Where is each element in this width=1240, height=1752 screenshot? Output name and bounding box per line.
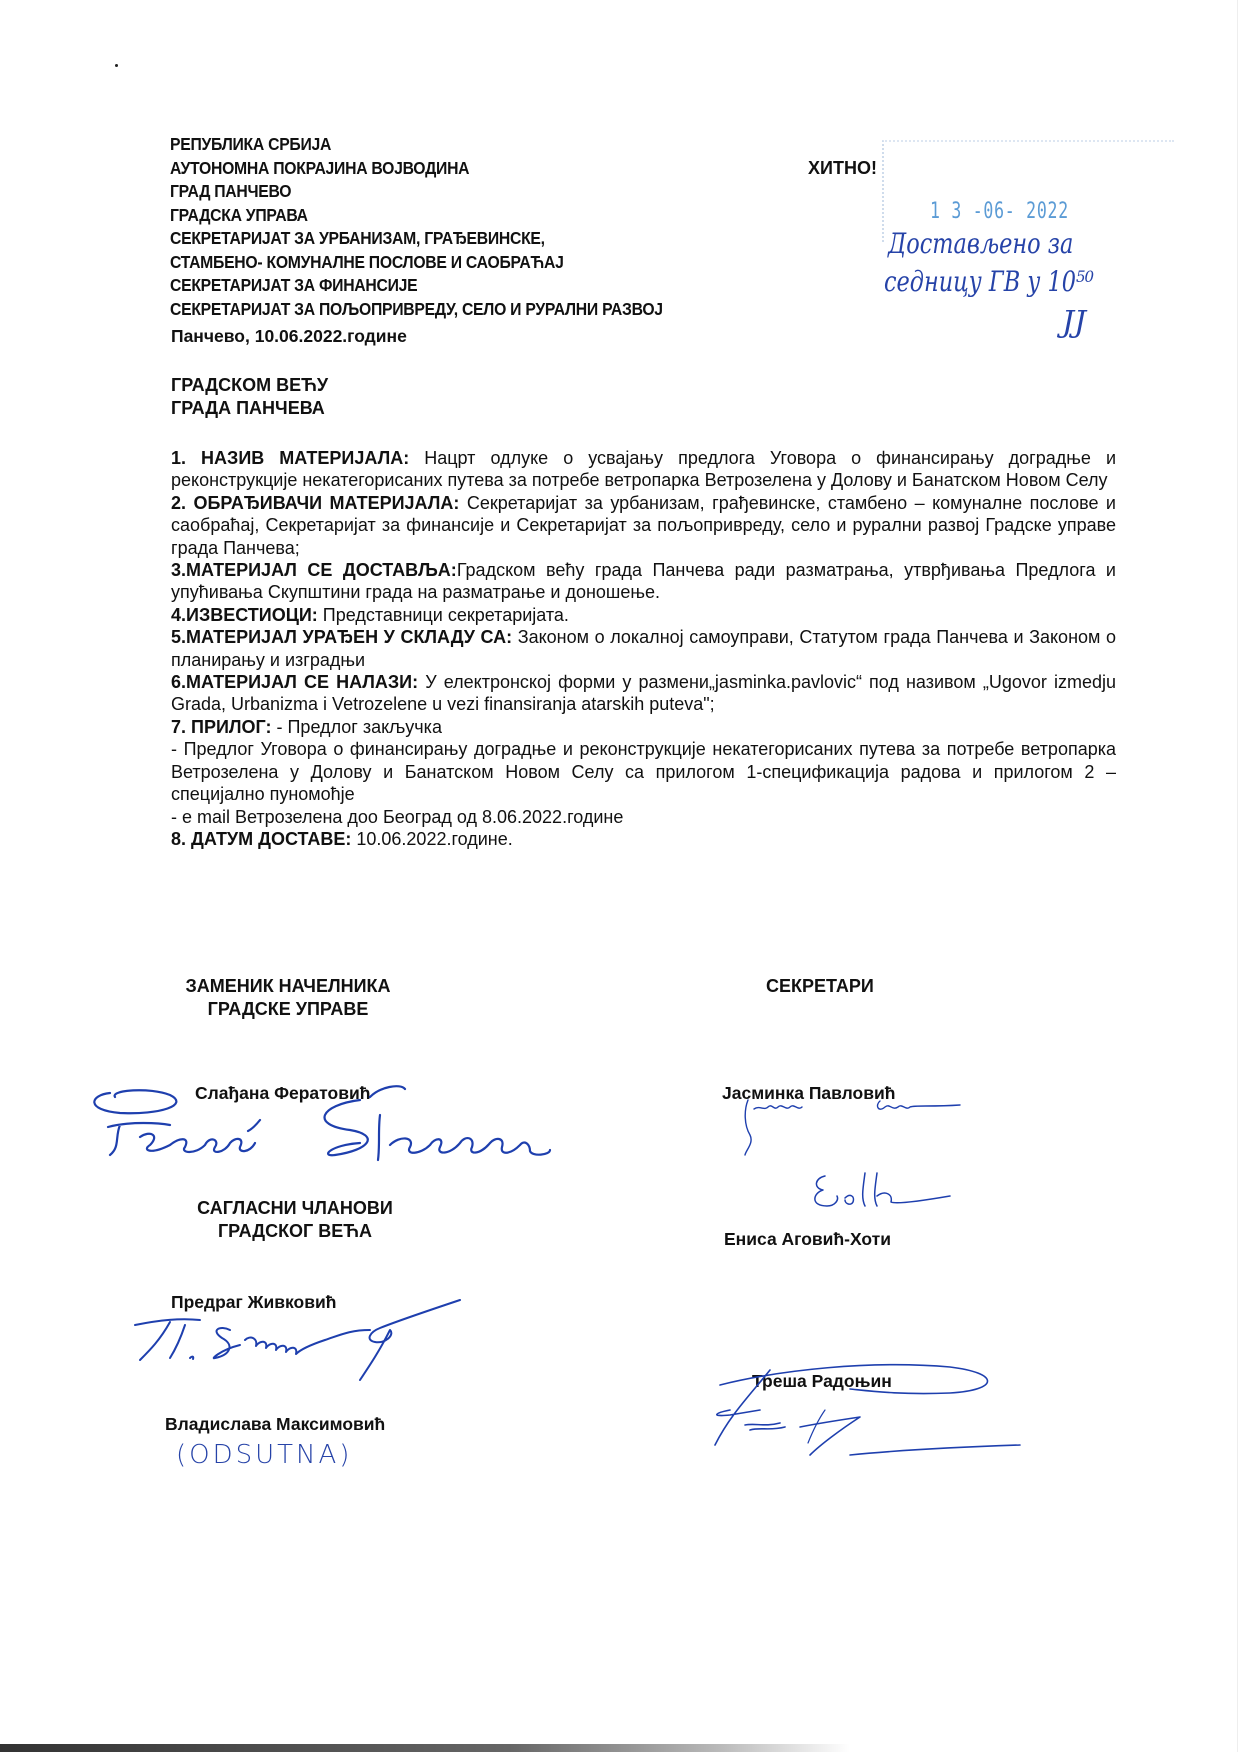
member-name-2: Владислава Максимовић bbox=[165, 1414, 386, 1434]
secretary-name-2: Ениса Аговић-Хоти bbox=[724, 1229, 891, 1249]
secretary-name-1: Јасминка Павловић bbox=[722, 1083, 896, 1103]
item-text: 10.06.2022.године. bbox=[351, 828, 513, 849]
item-label: 6.МАТЕРИЈАЛ СЕ НАЛАЗИ: bbox=[171, 672, 419, 693]
place-date: Панчево, 10.06.2022.године bbox=[171, 326, 407, 346]
handwritten-session-note: седницу ГВ у 10⁵⁰ bbox=[884, 265, 1094, 298]
absent-note: (ODSUTNA) bbox=[176, 1440, 353, 1470]
item-text: У електронској форми у размени„jasminka.pavlovic“ под називом „Ugovor izmedju Grada, Urbanizma i Vetrozelene u vezi finansiranja atarskih puteva"; bbox=[171, 672, 1116, 715]
header-line: СЕКРЕТАРИЈАТ ЗА ПОЉОПРИВРЕДУ, СЕЛО И РУРАЛНИ РАЗВОЈ bbox=[170, 298, 663, 319]
deputy-title-line: ЗАМЕНИК НАЧЕЛНИКА bbox=[185, 976, 391, 996]
member-name-1: Предраг Живковић bbox=[171, 1292, 337, 1312]
secretary-name-3: Треша Радоњин bbox=[752, 1371, 892, 1391]
item-label: 5.МАТЕРИЈАЛ УРАЂЕН У СКЛАДУ СА: bbox=[171, 627, 513, 648]
item-text: Нацрт одлуке о усвајању предлога Уговора о финансирању доградње и реконструкције некатегорисаних путева за потребе ветропарка Ветрозелена у Долову и Банатском Новом Селу bbox=[171, 448, 1116, 491]
item-text: Представници секретаријата. bbox=[317, 604, 569, 625]
secretary-3-signature bbox=[700, 1355, 1020, 1455]
item-delivered-to bbox=[171, 559, 1116, 604]
item-text: Градском већу града Панчева ради разматрања, утврђивања Предлога и упућивања Скупштини града на разматрање и доношење. bbox=[171, 560, 1116, 603]
item-material-name bbox=[171, 447, 1116, 492]
deputy-title bbox=[148, 975, 428, 1021]
item-text: Секретаријат за урбанизам, грађевинске, стамбено – комуналне послове и саобраћај, Секретаријат за финансије и Секретаријат за пољопривреду, село и рурални развој Градске управе града Панчева; bbox=[171, 492, 1116, 558]
page-edge bbox=[1237, 0, 1238, 1752]
secretary-2-signature bbox=[805, 1168, 955, 1218]
header-line: СЕКРЕТАРИЈАТ ЗА УРБАНИЗАМ, ГРАЂЕВИНСКЕ, bbox=[170, 228, 545, 248]
member-1-signature bbox=[130, 1300, 470, 1380]
attachment-email: - e mail Ветрозелена доо Београд од 8.06.2022.године bbox=[171, 806, 624, 827]
item-attachment bbox=[171, 716, 1116, 738]
item-label: 8. ДАТУМ ДОСТАВЕ: bbox=[171, 828, 352, 849]
item-text: - Предлог закључка bbox=[271, 716, 442, 737]
scan-speck bbox=[115, 64, 118, 67]
header-line: СЕКРЕТАРИЈАТ ЗА ФИНАНСИЈЕ bbox=[170, 275, 418, 295]
members-title-line: ГРАДСКОГ ВЕЋА bbox=[217, 1221, 373, 1241]
issuer-header bbox=[170, 133, 663, 321]
item-label: 1. НАЗИВ МАТЕРИЈАЛА: bbox=[171, 448, 410, 468]
attachment-contract: - Предлог Уговора о финансирању доградње и реконструкције некатегорисаних путева за потребе ветропарка Ветрозелена у Долову и Банатском Новом Селу са прилогом 1-спецификација радова и прилогом 2 – специјално пуномоћје bbox=[171, 739, 1116, 805]
deputy-signature bbox=[80, 1075, 560, 1165]
recipient-line: ГРАДА ПАНЧЕВА bbox=[171, 398, 325, 418]
item-label: 3.МАТЕРИЈАЛ СЕ ДОСТАВЉА: bbox=[171, 560, 457, 581]
recipient-line: ГРАДСКОМ ВЕЋУ bbox=[171, 375, 329, 395]
urgent-label: ХИТНО! bbox=[808, 158, 877, 178]
item-delivery-date bbox=[171, 828, 1116, 850]
deputy-title-line: ГРАДСКЕ УПРАВЕ bbox=[207, 999, 369, 1019]
header-line: СТАМБЕНО- КОМУНАЛНЕ ПОСЛОВЕ И САОБРАЋАЈ bbox=[170, 251, 564, 272]
header-line: ГРАД ПАНЧЕВО bbox=[170, 181, 292, 201]
secretary-1-signature bbox=[740, 1095, 970, 1155]
item-legal-basis bbox=[171, 626, 1116, 671]
item-text: Законом о локалној самоуправи, Статутом града Панчева и Законом о планирању и изградњи bbox=[171, 627, 1116, 670]
stamp-date: 1 3 -06- 2022 bbox=[930, 199, 1069, 224]
secretaries-title: СЕКРЕТАРИ bbox=[766, 976, 874, 996]
header-line: РЕПУБЛИКА СРБИЈА bbox=[170, 134, 332, 154]
item-label: 7. ПРИЛОГ: bbox=[171, 716, 272, 737]
members-title-line: САГЛАСНИ ЧЛАНОВИ bbox=[197, 1198, 393, 1218]
header-line: ГРАДСКА УПРАВА bbox=[170, 204, 308, 225]
item-reporters bbox=[171, 604, 1116, 626]
header-line: АУТОНОМНА ПОКРАЈИНА ВОЈВОДИНА bbox=[170, 157, 470, 178]
recipient bbox=[171, 374, 328, 420]
members-title bbox=[175, 1197, 415, 1243]
item-preparers bbox=[171, 492, 1116, 559]
scan-shadow bbox=[0, 1744, 850, 1752]
handwritten-delivery-note: Достављено за bbox=[888, 227, 1074, 260]
item-label: 4.ИЗВЕСТИОЦИ: bbox=[171, 604, 318, 625]
handwritten-initials: ЈЈ bbox=[1062, 305, 1087, 340]
deputy-name: Слађана Ферaтовић bbox=[195, 1083, 371, 1103]
item-location bbox=[171, 671, 1116, 716]
material-details bbox=[171, 447, 1116, 850]
item-label: 2. ОБРАЂИВАЧИ МАТЕРИЈАЛА: bbox=[171, 492, 460, 513]
